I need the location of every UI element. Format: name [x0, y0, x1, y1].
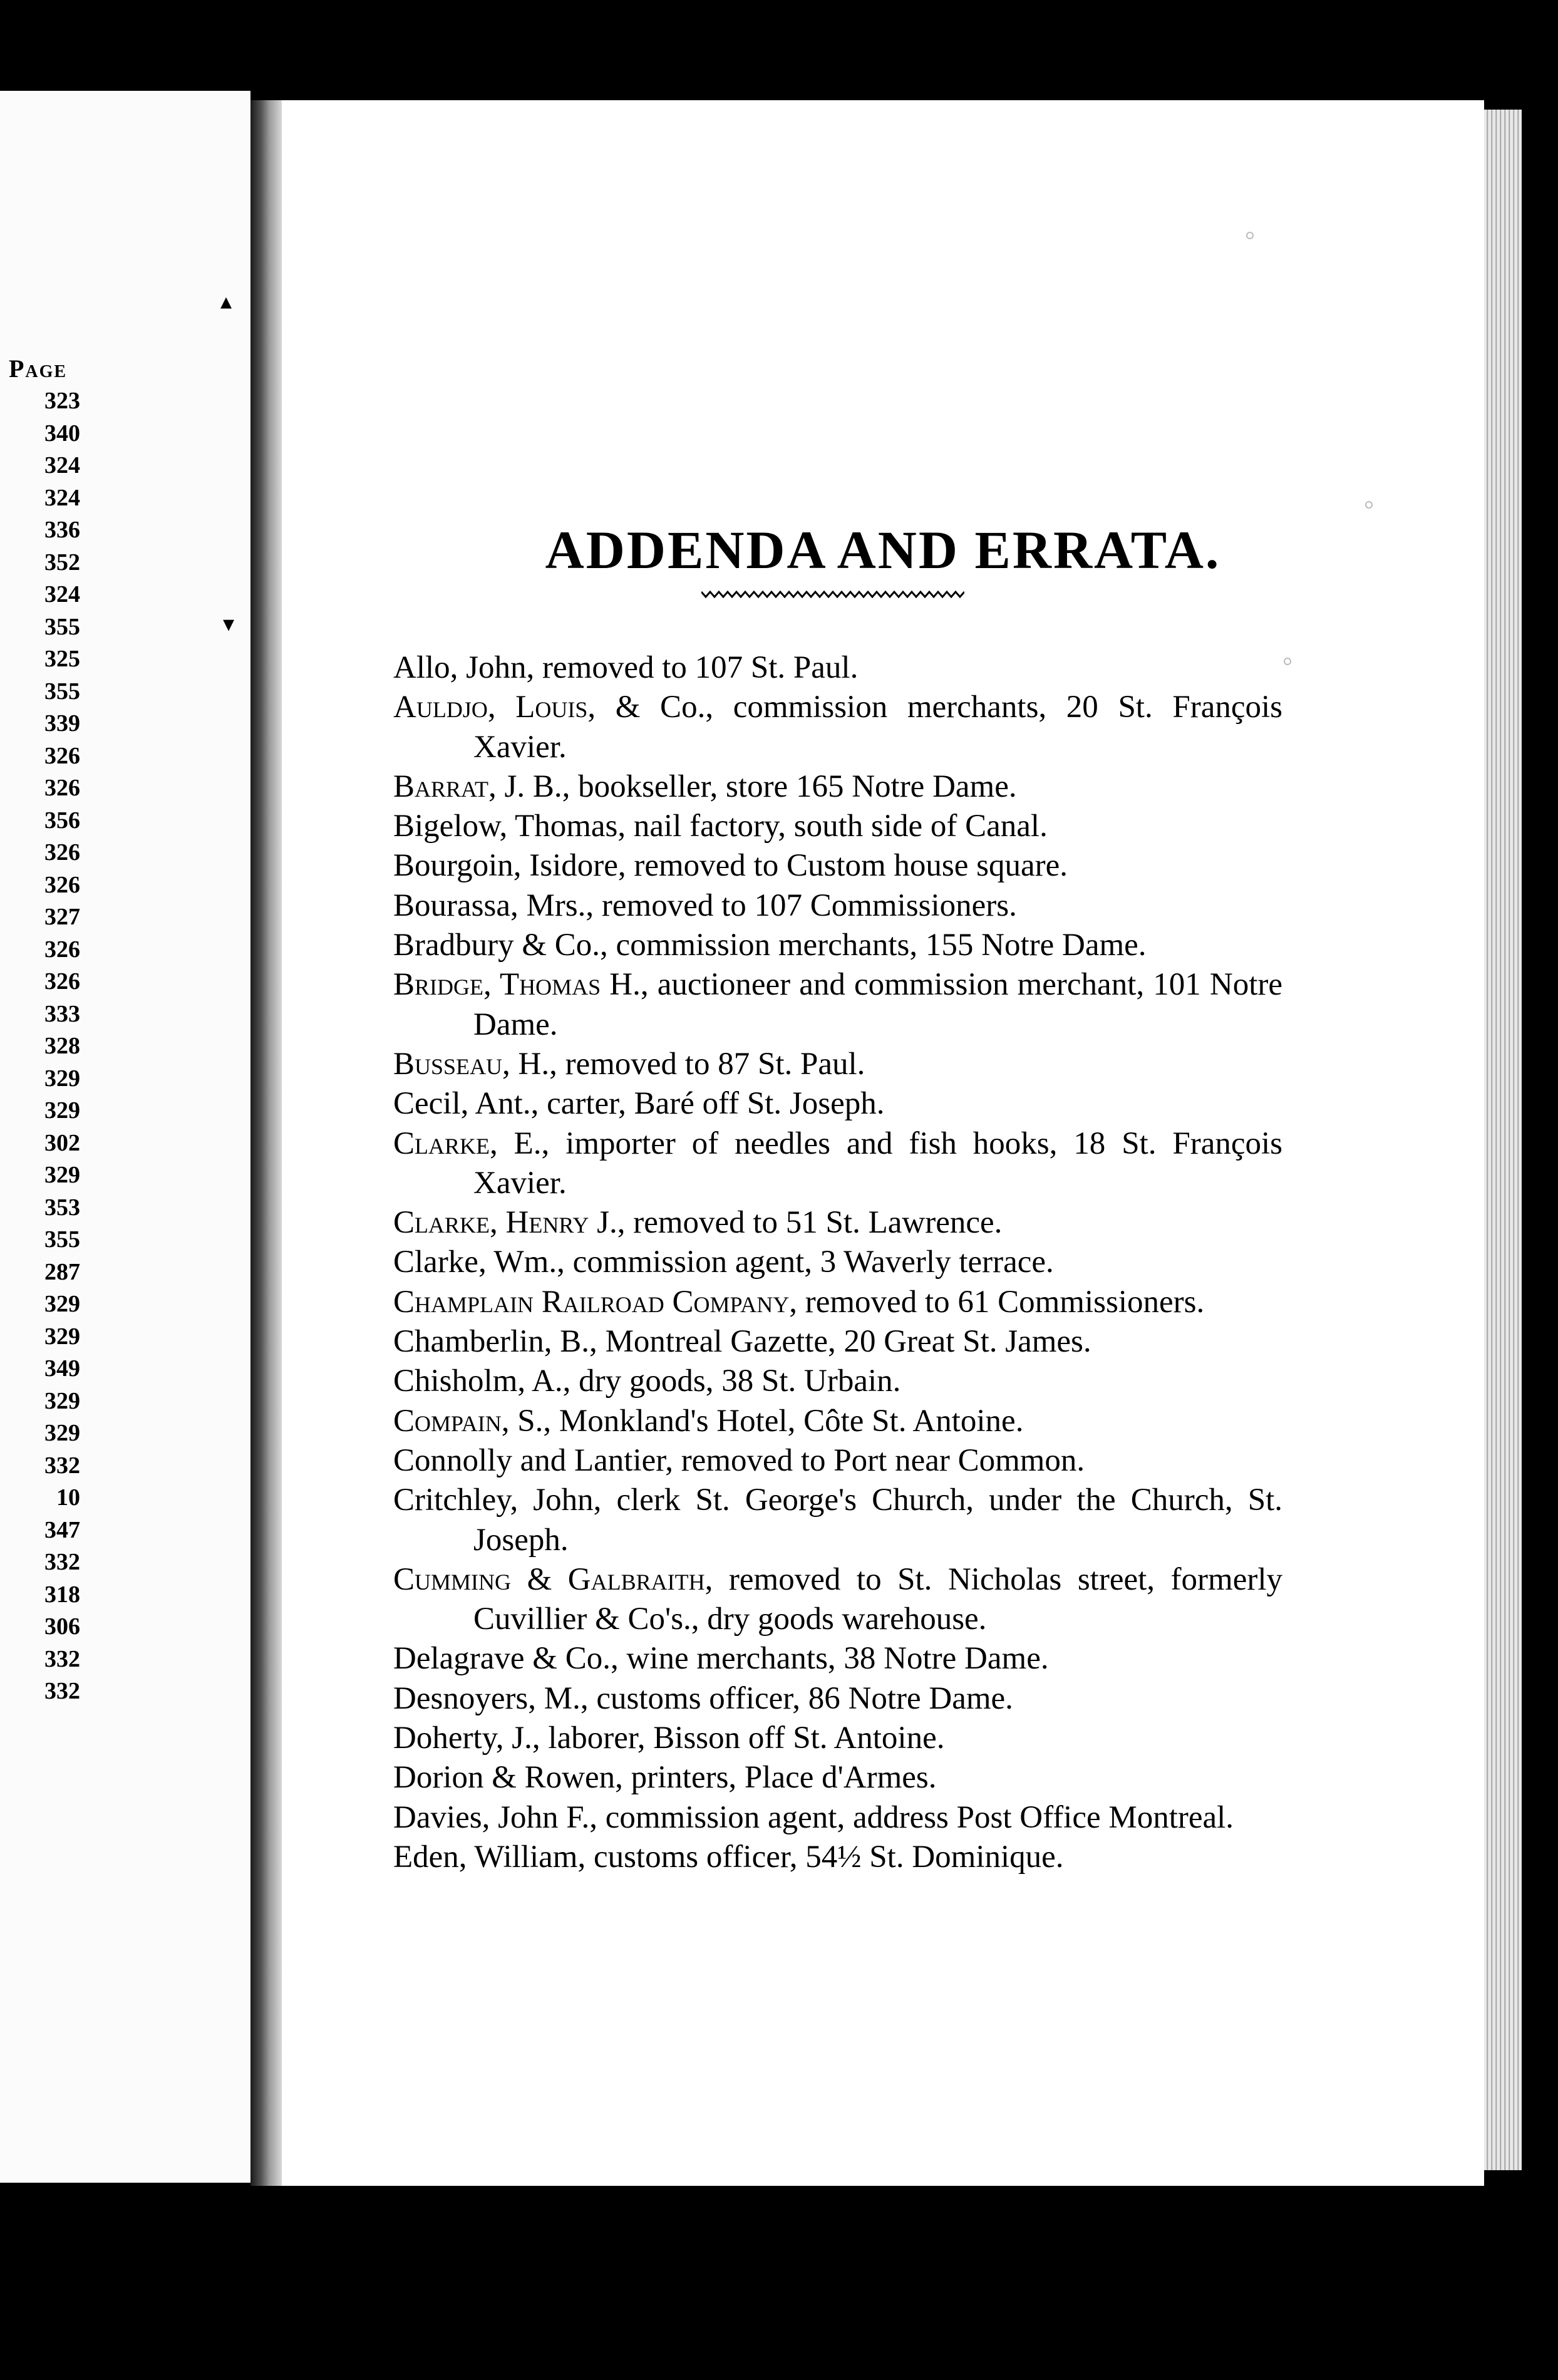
- directory-entry: [393, 1243, 1282, 1282]
- directory-entry: [393, 1679, 1282, 1719]
- page-number: 340: [44, 420, 80, 447]
- directory-entry: [393, 1798, 1282, 1838]
- page-number: 326: [44, 968, 80, 995]
- entry-details: & Co., commission merchants, 155 Notre Dame.: [513, 928, 1147, 963]
- page-number: 332: [44, 1645, 80, 1672]
- entry-name: Clarke, Wm.,: [393, 1244, 565, 1280]
- page-number: 10: [56, 1484, 80, 1511]
- directory-entry: [393, 1639, 1282, 1679]
- entry-name: Bridge, Thomas: [393, 967, 601, 1003]
- directory-entry: [393, 807, 1282, 846]
- page-number: 355: [44, 678, 80, 705]
- entry-name: Clarke,: [393, 1125, 498, 1161]
- entry-name: Delagrave: [393, 1641, 525, 1677]
- page-number: 329: [44, 1387, 80, 1414]
- directory-entry: [393, 1084, 1282, 1124]
- entry-details: printers, Place d'Armes.: [622, 1760, 937, 1796]
- entry-name: Dorion & Rowen,: [393, 1760, 623, 1796]
- entry-details: nail factory, south side of Canal.: [626, 809, 1048, 844]
- page-number: 353: [44, 1194, 80, 1221]
- entry-details: removed to St. Nicholas street, formerly Cuvillier & Co's., dry goods warehouse.: [473, 1561, 1282, 1637]
- entry-name: Busseau,: [393, 1046, 510, 1082]
- directory-entry: [393, 1838, 1282, 1877]
- entry-details: customs officer, 86 Notre Dame.: [588, 1680, 1013, 1716]
- entry-name: Champlain Railroad Company,: [393, 1284, 798, 1320]
- page-number: 329: [44, 1323, 80, 1350]
- page-number: 336: [44, 517, 80, 543]
- page-number: 332: [44, 1452, 80, 1479]
- entry-name: Connolly and Lantier,: [393, 1442, 673, 1478]
- directory-entry: [393, 1481, 1282, 1560]
- entry-name: Doherty, J.,: [393, 1720, 540, 1756]
- margin-mark: ▾: [223, 611, 235, 636]
- entry-details: clerk St. George's Church, under the Church, St. Joseph.: [473, 1482, 1282, 1558]
- directory-entry: [393, 1719, 1282, 1758]
- entry-name: Critchley, John,: [393, 1482, 602, 1518]
- page-number: 323: [44, 388, 80, 414]
- page-number: 328: [44, 1033, 80, 1059]
- entry-name: Cecil, Ant.,: [393, 1086, 539, 1122]
- entry-details: J., removed to 51 St. Lawrence.: [589, 1205, 1003, 1241]
- entry-name: Desnoyers, M.,: [393, 1680, 589, 1716]
- directory-entry: [393, 965, 1282, 1045]
- page-number: 329: [44, 1291, 80, 1317]
- entry-details: & Co., commission merchants, 20 St. François Xavier.: [473, 690, 1282, 765]
- page-number: 326: [44, 742, 80, 769]
- directory-entry: [393, 926, 1282, 965]
- directory-entries: [393, 648, 1282, 1877]
- entry-details: H., auctioneer and commission merchant, 101 Notre Dame.: [473, 967, 1282, 1042]
- entry-details: removed to 107 Commissioners.: [594, 887, 1017, 923]
- page-number: 325: [44, 646, 80, 672]
- page-number: 349: [44, 1355, 80, 1382]
- directory-entry: [393, 1322, 1282, 1362]
- page-number: 326: [44, 775, 80, 801]
- entry-details: removed to Port near Common.: [673, 1442, 1085, 1478]
- entry-details: removed to Custom house square.: [626, 848, 1068, 884]
- entry-details: laborer, Bisson off St. Antoine.: [540, 1720, 945, 1756]
- page-number: 329: [44, 1065, 80, 1092]
- entry-details: customs officer, 54½ St. Dominique.: [586, 1839, 1064, 1875]
- page-number: 326: [44, 936, 80, 963]
- page-number-list: [0, 385, 100, 1708]
- entry-name: Eden, William,: [393, 1839, 586, 1875]
- page-number: 329: [44, 1097, 80, 1124]
- entry-details: Montreal Gazette, 20 Great St. James.: [597, 1324, 1091, 1360]
- directory-entry: [393, 1402, 1282, 1441]
- page-number: 347: [44, 1516, 80, 1543]
- entry-details: & Co., wine merchants, 38 Notre Dame.: [524, 1641, 1049, 1677]
- directory-entry: [393, 767, 1282, 807]
- page-title: ADDENDA AND ERRATA.: [545, 519, 1221, 580]
- entry-name: Bourassa, Mrs.,: [393, 887, 594, 923]
- entry-details: H., removed to 87 St. Paul.: [510, 1046, 865, 1082]
- directory-entry: [393, 886, 1282, 926]
- page-number: 332: [44, 1549, 80, 1575]
- page-number: 332: [44, 1678, 80, 1704]
- page-number: 355: [44, 1226, 80, 1253]
- entry-name: Cumming & Galbraith,: [393, 1561, 713, 1597]
- entry-details: J. B., bookseller, store 165 Notre Dame.: [496, 768, 1017, 804]
- title-ornament-rule: [701, 589, 964, 600]
- entry-name: Chamberlin, B.,: [393, 1324, 597, 1360]
- page-number: 324: [44, 452, 80, 479]
- page-number-column: [0, 353, 100, 1708]
- entry-name: Auldjo, Louis,: [393, 690, 596, 725]
- directory-entry: [393, 648, 1282, 688]
- directory-entry: [393, 1203, 1282, 1243]
- directory-entry: [393, 1560, 1282, 1640]
- entry-name: Bigelow, Thomas,: [393, 809, 626, 844]
- entry-details: carter, Baré off St. Joseph.: [539, 1086, 885, 1122]
- entry-name: Compain,: [393, 1403, 510, 1439]
- page-number: 356: [44, 807, 80, 834]
- entry-name: Clarke, Henry: [393, 1205, 589, 1241]
- directory-entry: [393, 1758, 1282, 1798]
- page-edge: [1484, 110, 1522, 2170]
- margin-mark: ▴: [220, 289, 232, 314]
- directory-entry: [393, 688, 1282, 767]
- page-number: 352: [44, 549, 80, 576]
- page-number: 326: [44, 871, 80, 898]
- entry-details: removed to 107 St. Paul.: [534, 650, 859, 685]
- paper-speck: [1246, 232, 1254, 239]
- entry-details: removed to 61 Commissioners.: [797, 1284, 1205, 1320]
- directory-entry: [393, 1283, 1282, 1322]
- page-number: 329: [44, 1420, 80, 1446]
- page-number: 326: [44, 839, 80, 866]
- binding-gutter: [250, 100, 282, 2186]
- directory-entry: [393, 1045, 1282, 1084]
- entry-details: dry goods, 38 St. Urbain.: [570, 1363, 901, 1399]
- directory-entry: [393, 1124, 1282, 1204]
- entry-details: commission agent, 3 Waverly terrace.: [564, 1244, 1054, 1280]
- page-number: 327: [44, 904, 80, 930]
- page-number: 339: [44, 710, 80, 737]
- entry-name: Barrat,: [393, 768, 497, 804]
- entry-details: S., Monkland's Hotel, Côte St. Antoine.: [509, 1403, 1024, 1439]
- entry-name: Bourgoin, Isidore,: [393, 848, 626, 884]
- page-column-header: Page: [9, 354, 68, 383]
- entry-details: commission agent, address Post Office Montreal.: [597, 1799, 1234, 1835]
- page-number: 287: [44, 1258, 80, 1285]
- entry-name: Chisholm, A.,: [393, 1363, 571, 1399]
- directory-entry: [393, 1362, 1282, 1401]
- entry-name: Bradbury: [393, 928, 514, 963]
- paper-speck: [1284, 658, 1291, 665]
- page-number: 329: [44, 1162, 80, 1188]
- left-facing-page: [0, 91, 250, 2183]
- page-number: 302: [44, 1129, 80, 1156]
- page-number: 355: [44, 613, 80, 640]
- page-number: 318: [44, 1581, 80, 1608]
- paper-speck: [1365, 501, 1373, 509]
- directory-entry: [393, 846, 1282, 886]
- entry-details: E., importer of needles and fish hooks, 18 St. François Xavier.: [473, 1125, 1282, 1201]
- entry-name: Allo, John,: [393, 650, 535, 685]
- entry-name: Davies, John F.,: [393, 1799, 597, 1835]
- page-number: 333: [44, 1000, 80, 1027]
- page-number: 324: [44, 581, 80, 608]
- page-number: 324: [44, 484, 80, 511]
- page-number: 306: [44, 1613, 80, 1640]
- directory-entry: [393, 1441, 1282, 1481]
